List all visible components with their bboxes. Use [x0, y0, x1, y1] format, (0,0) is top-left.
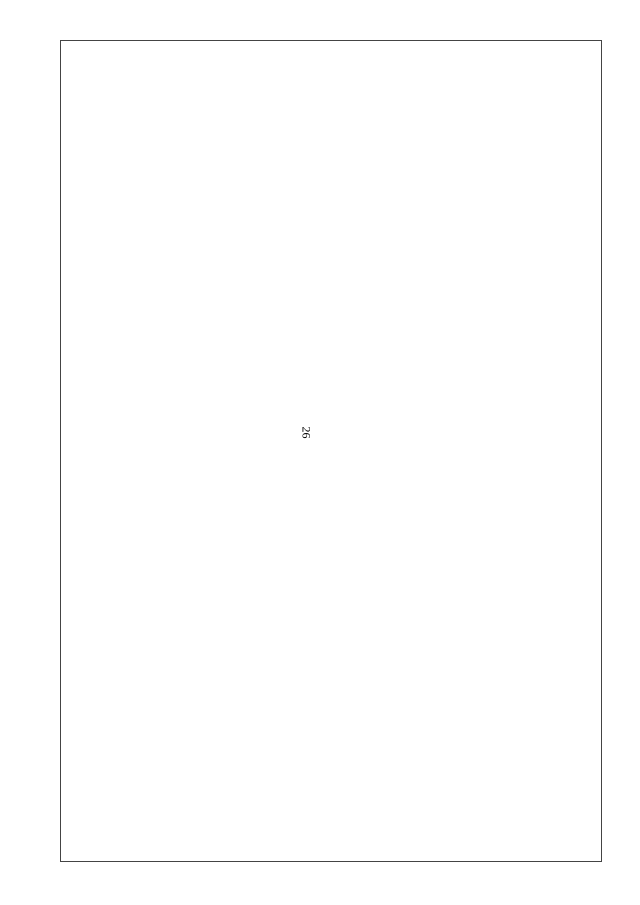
page-number: 26 — [299, 426, 314, 439]
table-frame — [60, 40, 602, 862]
